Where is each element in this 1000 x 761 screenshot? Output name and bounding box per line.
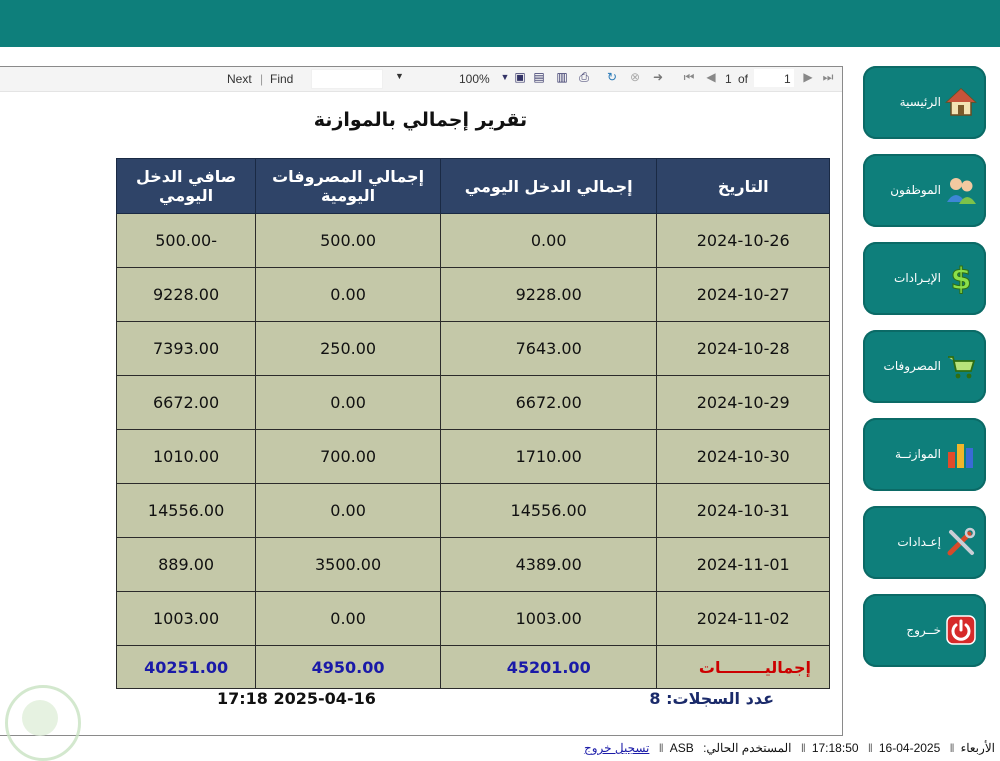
bar-chart-icon xyxy=(945,438,977,470)
cart-icon xyxy=(945,350,977,382)
total-net: 40251.00 xyxy=(117,646,256,689)
table-row xyxy=(117,484,830,538)
table-row xyxy=(117,214,830,268)
date-cell: 2024-10-29 xyxy=(657,376,830,430)
power-icon xyxy=(945,614,977,646)
first-page-icon[interactable]: ⏮ xyxy=(683,70,695,84)
table-row xyxy=(117,538,830,592)
expenses-cell: 0.00 xyxy=(256,376,441,430)
sidebar-item-employees[interactable] xyxy=(863,154,986,227)
find-link[interactable]: Find xyxy=(270,72,294,86)
date-cell: 2024-11-02 xyxy=(657,592,830,646)
users-icon xyxy=(945,174,977,206)
refresh-icon[interactable]: ↻ xyxy=(606,70,618,84)
net-cell: 7393.00 xyxy=(117,322,256,376)
status-day: الأربعاء xyxy=(960,741,995,755)
top-banner xyxy=(0,0,1000,47)
column-header-net: صافي الدخل اليومي xyxy=(117,159,256,214)
watermark-logo xyxy=(5,685,81,761)
forward-arrow-icon[interactable]: ➜ xyxy=(652,70,664,84)
column-header-expenses: إجمالي المصروفات اليومية xyxy=(256,159,441,214)
totals-row xyxy=(117,646,830,689)
totals-label: إجماليــــــــات xyxy=(657,646,830,689)
report-title: تقرير إجمالي بالموازنة xyxy=(313,109,528,131)
table-row xyxy=(117,376,830,430)
status-user: ASB xyxy=(669,741,694,755)
zoom-chevron-down-icon[interactable]: ▼ xyxy=(500,72,510,82)
page-of-label: of xyxy=(738,72,749,86)
column-header-income: إجمالي الدخل اليومي xyxy=(440,159,656,214)
income-cell: 1710.00 xyxy=(440,430,656,484)
print-layout-icon[interactable]: ▥ xyxy=(556,70,568,84)
export-icon[interactable]: ▣ xyxy=(514,70,526,84)
current-page: 1 xyxy=(725,72,732,86)
record-count-value: 8 xyxy=(649,689,661,708)
stop-icon[interactable]: ⊗ xyxy=(629,70,641,84)
svg-text:$: $ xyxy=(950,262,972,294)
sidebar-item-label: الإيـرادات xyxy=(894,271,941,285)
expenses-cell: 0.00 xyxy=(256,268,441,322)
sidebar-item-label: الرئيسية xyxy=(899,95,941,109)
sidebar-item-revenues[interactable] xyxy=(863,242,986,315)
total-income: 45201.00 xyxy=(440,646,656,689)
print-icon[interactable]: ⎙ xyxy=(579,70,589,84)
net-cell: 6672.00 xyxy=(117,376,256,430)
sidebar-item-settings[interactable] xyxy=(863,506,986,579)
status-separator: ‖ xyxy=(867,741,873,755)
date-cell: 2024-11-01 xyxy=(657,538,830,592)
income-cell: 9228.00 xyxy=(440,268,656,322)
sidebar-item-label: إعـدادات xyxy=(897,535,941,549)
record-count-label: عدد السجلات: xyxy=(666,689,774,708)
date-cell: 2024-10-27 xyxy=(657,268,830,322)
report-toolbar xyxy=(0,67,842,92)
status-time: 17:18:50 xyxy=(811,741,859,755)
dollar-icon xyxy=(945,262,977,294)
sidebar-item-budget[interactable] xyxy=(863,418,986,491)
net-cell: 1010.00 xyxy=(117,430,256,484)
sidebar-item-label: المصروفات xyxy=(883,359,941,373)
sidebar-item-label: الموظفون xyxy=(890,183,941,197)
date-cell: 2024-10-28 xyxy=(657,322,830,376)
expenses-cell: 0.00 xyxy=(256,592,441,646)
budget-table xyxy=(116,158,830,689)
income-cell: 6672.00 xyxy=(440,376,656,430)
find-next-link[interactable]: Next xyxy=(227,72,252,86)
table-row xyxy=(117,430,830,484)
tools-icon xyxy=(945,526,977,558)
total-pages: 1 xyxy=(784,72,791,86)
expenses-cell: 0.00 xyxy=(256,484,441,538)
date-cell: 2024-10-31 xyxy=(657,484,830,538)
net-cell: 14556.00 xyxy=(117,484,256,538)
status-separator: ‖ xyxy=(800,741,806,755)
table-row xyxy=(117,322,830,376)
sidebar-item-exit[interactable] xyxy=(863,594,986,667)
expenses-cell: 250.00 xyxy=(256,322,441,376)
zoom-select[interactable]: 100% xyxy=(459,72,490,86)
income-cell: 1003.00 xyxy=(440,592,656,646)
sidebar-item-label: خــروج xyxy=(906,623,941,637)
expenses-cell: 3500.00 xyxy=(256,538,441,592)
income-cell: 7643.00 xyxy=(440,322,656,376)
sidebar-item-label: الموازنــة xyxy=(894,447,941,461)
report-viewer xyxy=(0,66,843,736)
date-cell: 2024-10-30 xyxy=(657,430,830,484)
last-page-icon[interactable]: ⏭ xyxy=(822,70,834,84)
previous-page-icon[interactable]: ◀ xyxy=(706,70,716,84)
net-cell: 889.00 xyxy=(117,538,256,592)
status-separator: ‖ xyxy=(949,741,955,755)
table-row xyxy=(117,592,830,646)
total-expenses: 4950.00 xyxy=(256,646,441,689)
status-date: 2025-04-16 xyxy=(878,741,941,755)
record-count xyxy=(599,689,774,708)
net-cell: 9228.00 xyxy=(117,268,256,322)
home-icon xyxy=(945,86,977,118)
logout-link[interactable]: تسجيل خروج xyxy=(583,741,650,755)
expenses-cell: 500.00 xyxy=(256,214,441,268)
sidebar-item-expenses[interactable] xyxy=(863,330,986,403)
table-row xyxy=(117,268,830,322)
net-cell: 1003.00 xyxy=(117,592,256,646)
income-cell: 4389.00 xyxy=(440,538,656,592)
income-cell: 14556.00 xyxy=(440,484,656,538)
table-header-row xyxy=(117,159,830,214)
toolbar-separator: | xyxy=(260,72,264,86)
book-icon[interactable]: ▤ xyxy=(533,70,545,84)
status-bar xyxy=(581,741,998,755)
expenses-cell: 700.00 xyxy=(256,430,441,484)
next-page-icon[interactable]: ▶ xyxy=(803,70,813,84)
net-cell: -500.00 xyxy=(117,214,256,268)
status-user-label: المستخدم الحالي: xyxy=(703,741,792,755)
find-input[interactable] xyxy=(311,69,383,89)
column-header-date: التاريخ xyxy=(657,159,830,214)
income-cell: 0.00 xyxy=(440,214,656,268)
status-separator: ‖ xyxy=(658,741,664,755)
leaf-icon xyxy=(22,700,58,736)
report-printed-at: 17:18 2025-04-16 xyxy=(217,689,376,708)
zoom-dropdown-arrow-icon[interactable]: ▼ xyxy=(395,71,404,81)
sidebar-item-home[interactable] xyxy=(863,66,986,139)
date-cell: 2024-10-26 xyxy=(657,214,830,268)
